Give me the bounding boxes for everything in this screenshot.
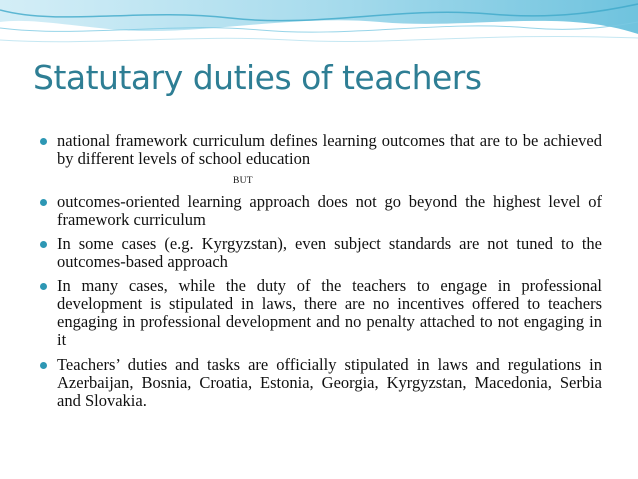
bullet-text: national framework curriculum defines learning outcomes that are to be achieved by different levels of school education bbox=[57, 131, 602, 168]
bullet-dot-icon bbox=[40, 199, 47, 206]
bullet-dot-icon bbox=[40, 283, 47, 290]
bullet-dot-icon bbox=[40, 362, 47, 369]
but-note: BUT bbox=[233, 176, 253, 186]
bullet-dot-icon bbox=[40, 138, 47, 145]
header-wave-decoration bbox=[0, 0, 638, 52]
slide-title: Statutary duties of teachers bbox=[33, 58, 482, 97]
bullet-text: In some cases (e.g. Kyrgyzstan), even subject standards are not tuned to the outcomes-based approach bbox=[57, 234, 602, 271]
bullet-text: outcomes-oriented learning approach does not go beyond the highest level of framework curriculum bbox=[57, 192, 602, 229]
bullet-text: In many cases, while the duty of the teachers to engage in professional development is stipulated in laws, there are no incentives offered to teachers engaging in professional development and no penalty attached to not engaging in it bbox=[57, 276, 602, 349]
bullet-text: Teachers’ duties and tasks are officially stipulated in laws and regulations in Azerbaijan, Bosnia, Croatia, Estonia, Georgia, Kyrgyzstan, Macedonia, Serbia and Slovakia. bbox=[57, 355, 602, 410]
bullet-dot-icon bbox=[40, 241, 47, 248]
wave-graphic bbox=[0, 0, 638, 52]
